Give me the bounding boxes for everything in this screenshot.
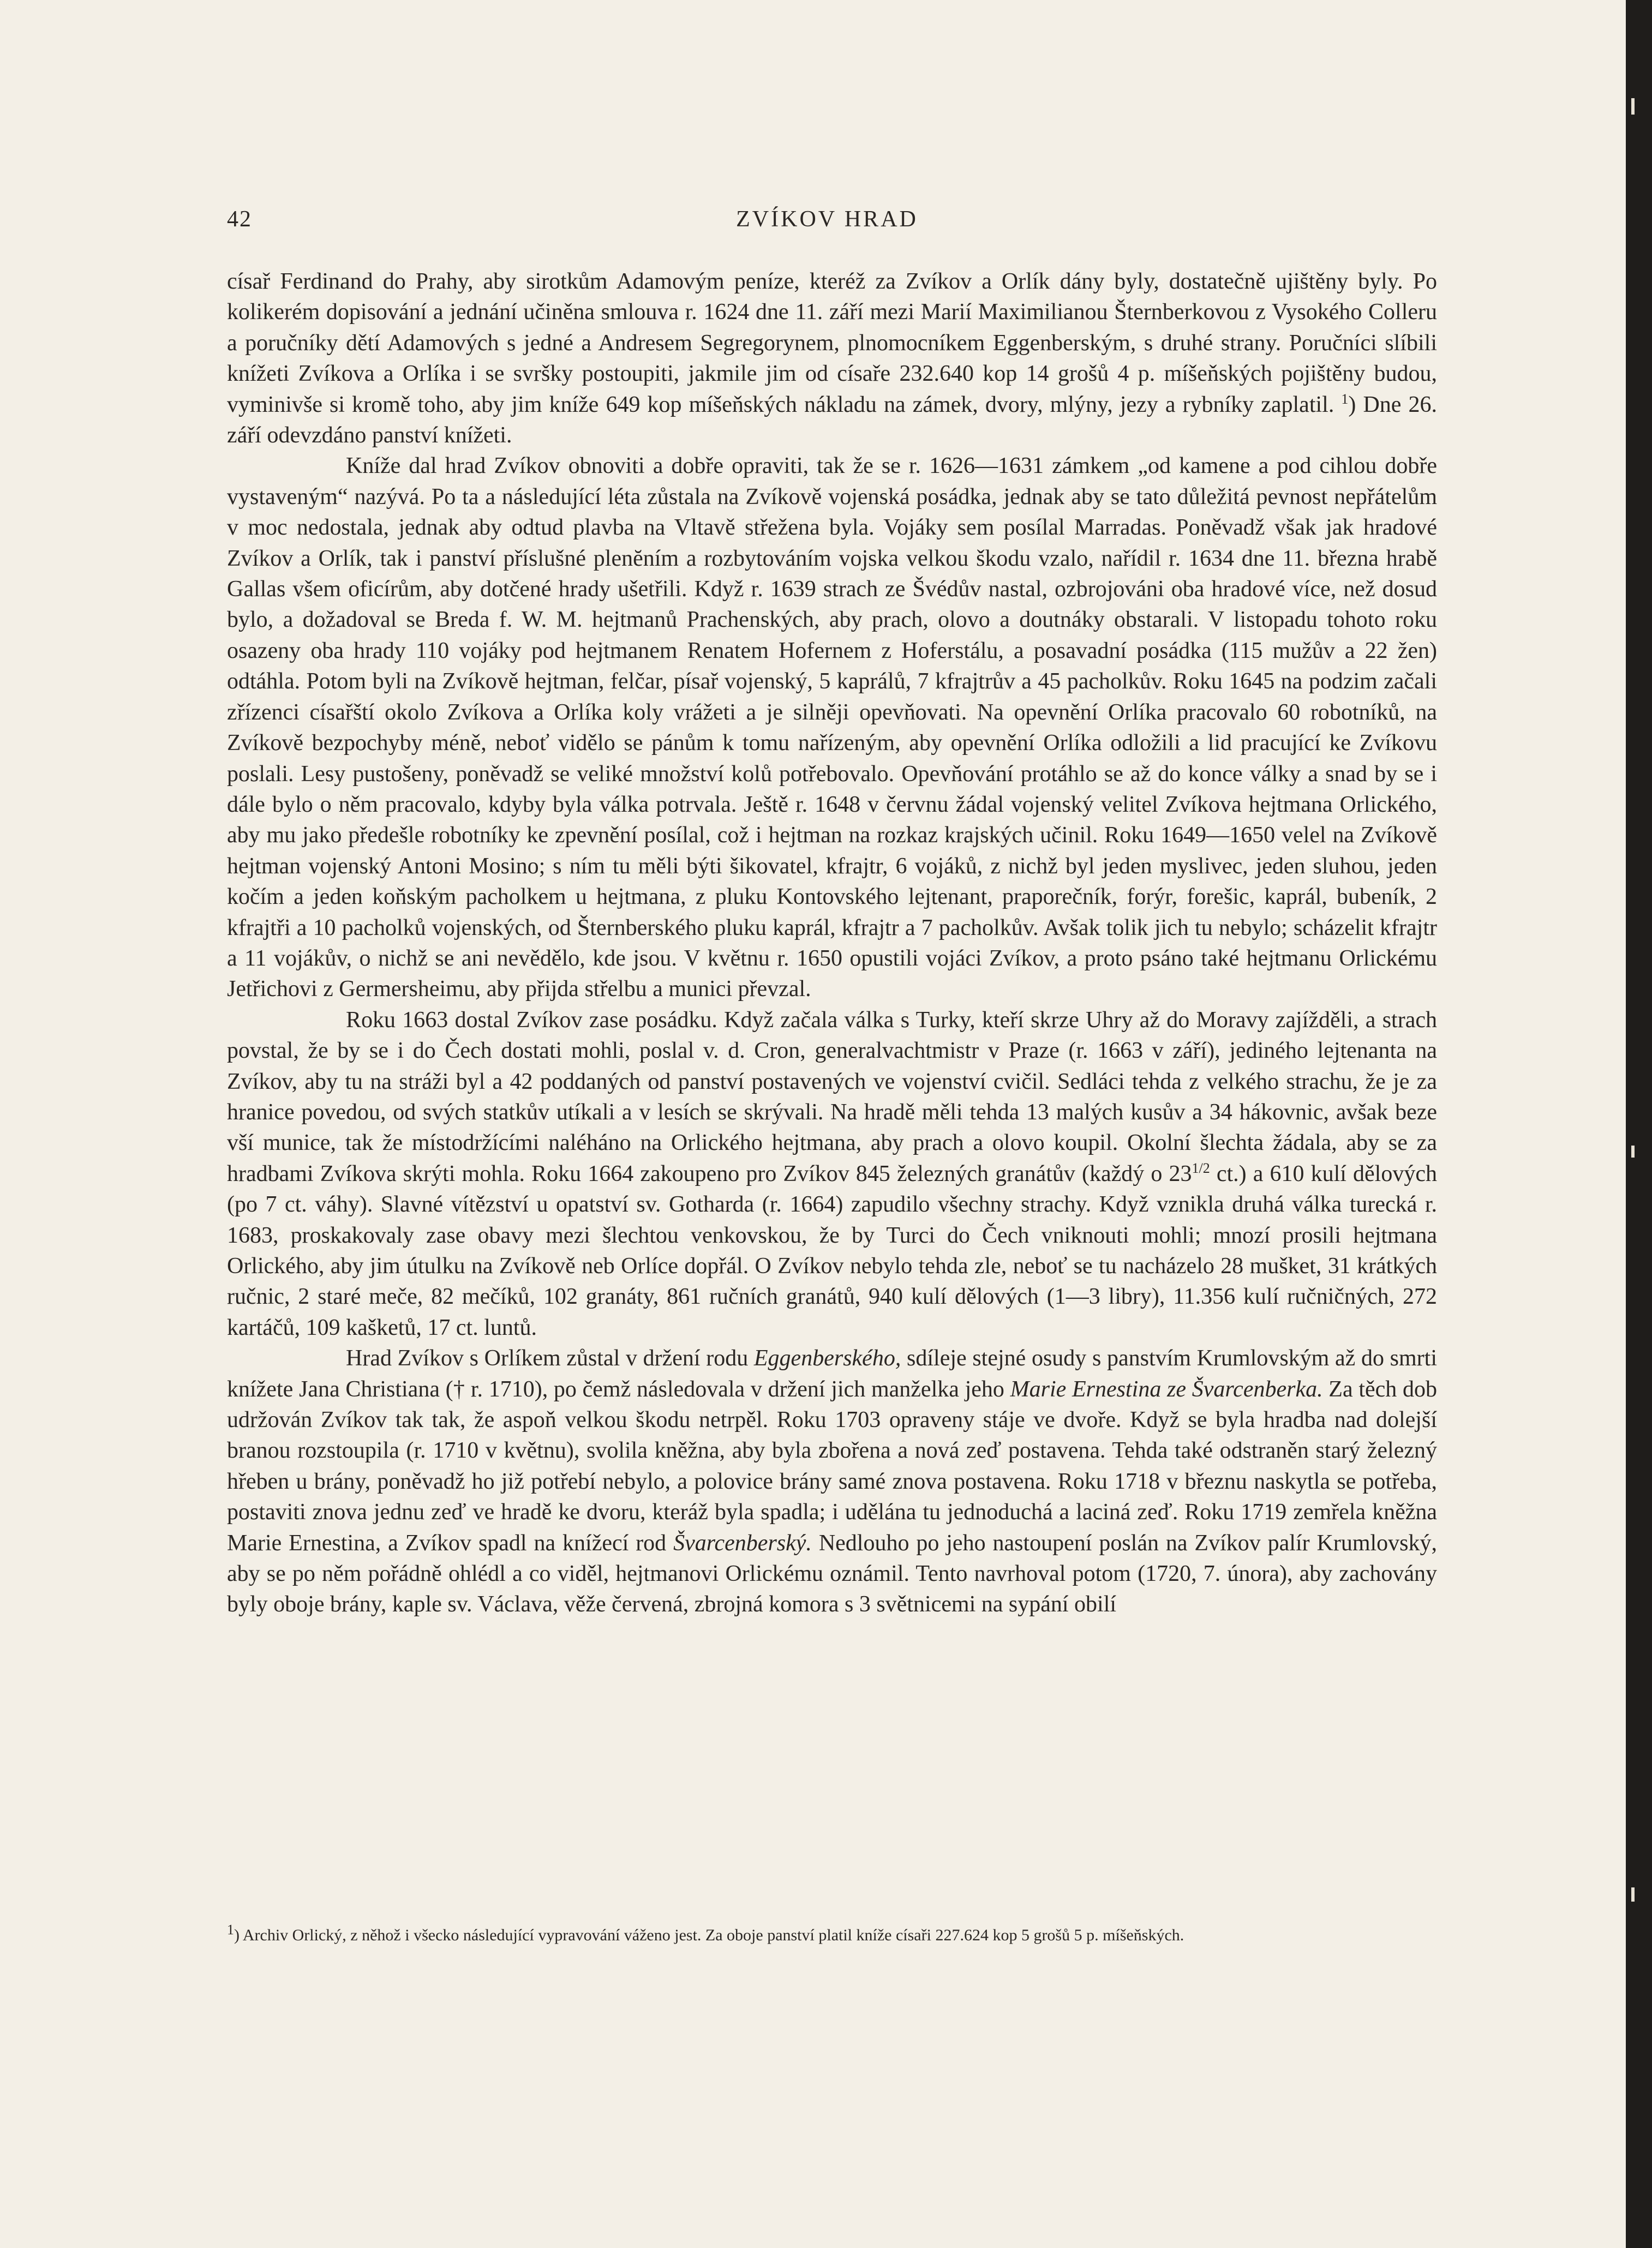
footnote: $^1$) Archiv Orlický, z něhož i všecko následující vypravování váženo jest. Za oboje panství platil kníže císaři 227.624 kop 5 grošů 5 p. míšeňských. <box>227 1922 1184 1944</box>
scan-edge <box>1626 0 1652 2248</box>
paragraph-1: císař Ferdinand do Prahy, aby sirotkům Adamovým peníze, kteréž za Zvíkov a Orlík dány byly, dostatečně ujištěny byly. Po kolikerém dopisování a jednání učiněna smlouva r. 1624 dne 11. září mezi Marií Maximilianou Šternberkovou z Vysokého Colleru a poručníky dětí Adamových s jedné a Andresem Segregorynem, plnomocníkem Eggenberským, s druhé strany. Poručníci slíbili knížeti Zvíkova a Orlíka i se svršky postoupiti, jakmile jim od císaře 232.640 kop 14 grošů 4 p. míšeňských pojištěny budou, vyminivše si kromě toho, aby jim kníže 649 kop míšeňských nákladu na zámek, dvory, mlýny, jezy a rybníky zaplatil. $^1$) Dne 26. září odevzdáno panství knížeti. <box>227 269 1437 448</box>
paragraph-4-italic-marie: Marie Ernestina ze Švarcenberka. <box>1010 1376 1323 1402</box>
edge-mark <box>1631 98 1635 115</box>
paragraph-3-text-b: ct.) a 610 kulí dělových (po 7 ct. váhy). Slavné vítězství u opatství sv. Gotharda (r. 1664) zapudilo všechny strachy. Když vznikla druhá válka turecká r. 1683, proskakovaly zase obavy mezi šlechtou venkovskou, že by Turci do Čech vniknouti mohli; mnozí prosili hejtmana Orlického, aby jim útulku na Zvíkově neb Orlíce dopřál. O Zvíkov nebylo tehda zle, neboť se tu nacházelo 28 mušket, 31 krátkých ručnic, 2 staré meče, 82 mečíků, 102 granáty, 861 ručních granátů, 940 kulí dělových (1—3 libry), 11.356 kulí ručničných, 272 kartáčů, 109 kašketů, 17 ct. luntů. <box>227 1161 1437 1340</box>
page-number: 42 <box>227 207 252 232</box>
paragraph-4-s1: Hrad Zvíkov s Orlíkem zůstal v držení rodu <box>346 1346 754 1371</box>
edge-mark <box>1631 1146 1635 1158</box>
paragraph-1-text: císař Ferdinand do Prahy, aby sirotkům Adamovým peníze, kteréž za Zvíkov a Orlík dány byly, dostatečně ujištěny byly. Po kolikerém dopisování a jednání učiněna smlouva r. 1624 dne 11. září mezi Marií Maximilianou Šternberkovou z Vysokého Colleru a poručníky dětí Adamových s jedné a Andresem Segregorynem, plnomocníkem Eggenberským, s druhé strany. Poručníci slíbili knížeti Zvíkova a Orlíka i se svršky postoupiti, jakmile jim od císaře 232.640 kop 14 grošů 4 p. míšeňských pojištěny budou, vyminivše si kromě toho, aby jim kníže 649 kop míšeňských nákladu na zámek, dvory, mlýny, jezy a rybníky zaplatil. <box>227 269 1437 417</box>
paragraph-4-italic-eggenberg: Eggenberského, <box>753 1346 901 1371</box>
paragraph-4-s3: Za těch dob udržován Zvíkov tak tak, že aspoň velkou škodu netrpěl. Roku 1703 opraveny stáje ve dvoře. Když se byla hradba nad dolejší branou rozstoupila (r. 1710 v květnu), svolila kněžna, aby byla zbořena a nová zeď postavena. Tehda také odstraněn starý železný hřeben u brány, poněvadž ho již potřebí nebylo, a polovice brány samé znova postavena. Roku 1718 v březnu naskytla se potřeba, postaviti znova jednu zeď ve hradě ke dvoru, kteráž byla spadla; i udělána tu jednoduchá a laciná zeď. Roku 1719 zemřela kněžna Marie Ernestina, a Zvíkov spadl na knížecí rod <box>227 1376 1437 1556</box>
paragraph-4 <box>227 1343 1437 1620</box>
edge-mark <box>1631 1887 1635 1902</box>
paragraph-4-italic-svarcenberg: Švarcenberský. <box>673 1530 812 1556</box>
paragraph-2 <box>227 451 1437 1004</box>
paragraph-2-text: Kníže dal hrad Zvíkov obnoviti a dobře opraviti, tak že se r. 1626—1631 zámkem „od kamene a pod cihlou dobře vystaveným“ nazývá. Po ta a následující léta zůstala na Zvíkově vojenská posádka, jednak aby se tato důležitá pevnost nepřátelům v moc nedostala, jednak aby odtud plavba na Vltavě střežena byla. Vojáky sem posílal Marradas. Poněvadž však jak hradové Zvíkov a Orlík, tak i panství příslušné plenĕním a rozbytováním vojska velkou škodu vzalo, nařídil r. 1634 dne 11. března hrabě Gallas všem oficírům, aby dotčené hrady ušetřili. Když r. 1639 strach ze Švédův nastal, ozbrojováni oba hradové více, než dosud bylo, a dožadoval se Breda f. W. M. hejtmanů Prachenských, aby prach, olovo a doutnáky obstarali. V listopadu tohoto roku osazeny oba hrady 110 vojáky pod hejtmanem Renatem Hofernem z Hoferstálu, a posavadní posádka (115 mužův a 22 žen) odtáhla. Potom byli na Zvíkově hejtman, felčar, písař vojenský, 5 kaprálů, 7 kfrajtrův a 45 pacholkův. Roku 1645 na podzim začali zřízenci císařští okolo Zvíkova a Orlíka koly vrážeti a je silněji opevňovati. Na opevnění Orlíka pracovalo 60 robotníků, na Zvíkově bezpochyby méně, neboť vidělo se pánům k tomu nařízeným, aby opevnění Orlíka odložili a lid pracující ke Zvíkovu poslali. Lesy pustošeny, poněvadž se veliké množství kolů potřebovalo. Opevňování protáhlo se až do konce války a snad by se i dále bylo o něm pracovalo, kdyby byla válka potrvala. Ještě r. 1648 v červnu žádal vojenský velitel Zvíkova hejtmana Orlického, aby mu jako předešle robotníky ke zpevnění posílal, což i hejtman na rozkaz krajských učinil. Roku 1649—1650 velel na Zvíkově hejtman vojenský Antoni Mosino; s ním tu měli býti šikovatel, kfrajtr, 6 vojáků, z nichž byl jeden myslivec, jeden sluhou, jeden kočím a jeden koňským pacholkem u hejtmana, z pluku Kontovského lejtenant, praporečník, forýr, forešic, kaprál, bubeník, 2 kfrajtři a 10 pacholků vojenských, od Šternberského pluku kaprál, kfrajtr a 7 pacholkův. Avšak tolik jich tu nebylo; scházelit kfrajtr a 11 vojákův, o nichž se ani nevědělo, kde jsou. V květnu r. 1650 opustili vojáci Zvíkov, a proto psáno také hejtmanu Orlickému Jetřichovi z Germersheimu, aby přijda střelbu a munici převzal. <box>227 453 1437 1002</box>
paragraph-4-s2: sdíleje stejné osudy s panstvím Krumlovským až do smrti knížete Jana Christiana († r. 1710), po čemž následovala v držení jich manželka jeho <box>227 1346 1437 1402</box>
footnote-text: Archiv Orlický, z něhož i všecko následující vypravování váženo jest. Za oboje panství platil kníže císaři 227.624 kop 5 grošů 5 p. míšeňských. <box>240 1926 1184 1944</box>
footnote-marker: 1 <box>1341 391 1349 407</box>
paragraph-1-tail: Dne 26. září odevzdáno panství knížeti. <box>227 392 1437 448</box>
footnote-number: 1 <box>227 1922 234 1938</box>
paragraph-3 <box>227 1005 1437 1343</box>
fraction: 1/2 <box>1192 1160 1210 1176</box>
body-text <box>227 266 1437 1620</box>
paragraph-3-text-a: Roku 1663 dostal Zvíkov zase posádku. Když začala válka s Turky, kteří skrze Uhry až do Moravy zajížděli, a strach povstal, že by se i do Čech dostati mohli, poslal v. d. Cron, generalvachtmistr v Praze (r. 1663 v září), jediného lejtenanta na Zvíkov, aby tu na stráži byl a 42 poddaných od panství postavených ve vojenství cvičil. Sedláci tehda z velkého strachu, že je za hranice povedou, od svých statkův utíkali a v lesích se skrývali. Na hradě měli tehda 13 malých kusův a 34 hákovnic, avšak beze vší munice, tak že místodržícími naléháno na Orlického hejtmana, aby prach a olovo koupil. Okolní šlechta žádala, aby se za hradbami Zvíkova skrýti mohla. Roku 1664 zakoupeno pro Zvíkov 845 železných granátův (každý o 23 <box>227 1007 1437 1186</box>
paragraph-4-s4: Nedlouho po jeho nastoupení poslán na Zvíkov palír Krumlovský, aby se po něm pořádně ohlédl a co viděl, hejtmanovi Orlickému oznámil. Tento navrhoval potom (1720, 7. února), aby zachovány byly oboje brány, kaple sv. Václava, věže červená, zbrojná komora s 3 světnicemi na sypání obilí <box>227 1530 1438 1617</box>
running-title: ZVÍKOV HRAD <box>736 207 918 232</box>
